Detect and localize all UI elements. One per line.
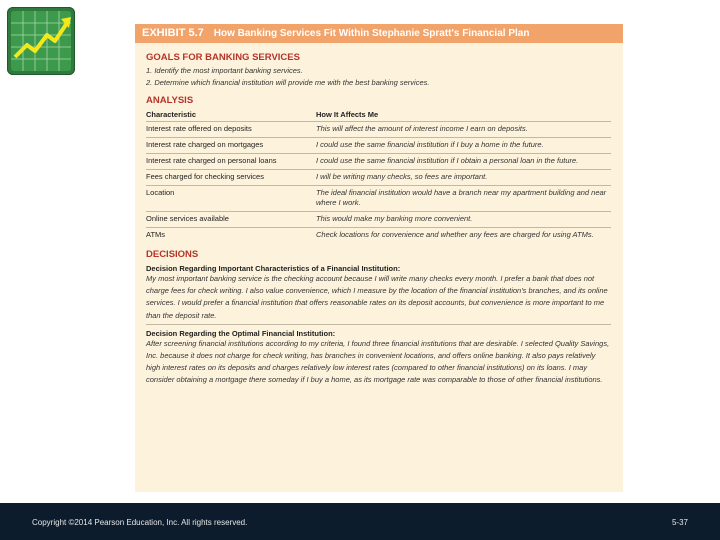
decision-text: After screening financial institutions according to my criteria, I found three financial institutions that are desirable. I selected Quality Savings, Inc. because it does not charge for check writing, has branches in convenient locations, and offers online banking. It also pays relatively high interest rates on its deposits and charges relatively low interest rates (compared to other financial institutions) on its loans. I may consider obtaining a mortgage there someday if I buy a home, as its mortgage rate was comparable to those of other financial institutions. xyxy=(146,338,610,385)
effect-cell: I will be writing many checks, so fees are important. xyxy=(316,170,611,186)
table-row xyxy=(146,186,611,212)
decision-subheading: Decision Regarding Important Characteristics of a Financial Institution: xyxy=(146,264,401,273)
characteristic-cell: Online services available xyxy=(146,212,316,228)
analysis-table xyxy=(146,108,611,243)
exhibit-header xyxy=(135,24,623,43)
effect-cell: I could use the same financial institution if I buy a home in the future. xyxy=(316,138,611,154)
characteristic-cell: Interest rate charged on personal loans xyxy=(146,154,316,170)
characteristic-cell: ATMs xyxy=(146,230,166,239)
exhibit-title: How Banking Services Fit Within Stephanie Spratt's Financial Plan xyxy=(213,28,530,39)
effect-cell: Check locations for convenience and whether any fees are charged for using ATMs. xyxy=(316,230,594,239)
exhibit-panel xyxy=(135,24,623,492)
table-row xyxy=(146,138,611,154)
table-row xyxy=(146,122,611,138)
table-row xyxy=(146,154,611,170)
goal-item: 1. Identify the most important banking services. xyxy=(146,66,303,75)
goals-heading: GOALS FOR BANKING SERVICES xyxy=(146,52,300,63)
characteristic-cell: Fees charged for checking services xyxy=(146,170,316,186)
copyright-text: Copyright ©2014 Pearson Education, Inc. All rights reserved. xyxy=(32,518,248,527)
effect-cell: The ideal financial institution would have a branch near my apartment building and near where I work. xyxy=(316,186,611,212)
table-row xyxy=(146,228,611,244)
exhibit-number: EXHIBIT 5.7 xyxy=(142,27,204,39)
table-row xyxy=(146,212,611,228)
footer-bar xyxy=(0,503,720,540)
column-header: Characteristic xyxy=(146,108,316,122)
exhibit-content xyxy=(135,43,623,389)
table-row xyxy=(146,170,611,186)
effect-cell: I could use the same financial institution if I obtain a personal loan in the future. xyxy=(316,154,611,170)
decision-text: My most important banking service is the checking account because I will write many checks every month. I prefer a bank that does not charge fees for check writing. I also value convenience, which I measure by the location of the financial institution's branches, and its online services. I would prefer a financial institution that offers reasonable rates on its deposit accounts, but convenience is more important to me than the deposit rate. xyxy=(146,273,611,325)
decisions-heading: DECISIONS xyxy=(146,249,199,260)
goal-item: 2. Determine which financial institution will provide me with the best banking services. xyxy=(146,78,430,87)
column-header: How It Affects Me xyxy=(316,108,611,122)
characteristic-cell: Interest rate charged on mortgages xyxy=(146,138,316,154)
characteristic-cell: Location xyxy=(146,186,316,212)
effect-cell: This will affect the amount of interest income I earn on deposits. xyxy=(316,122,611,138)
table-header-row xyxy=(146,108,611,122)
rising-chart-arrow-icon xyxy=(7,7,75,75)
characteristic-cell: Interest rate offered on deposits xyxy=(146,122,316,138)
effect-cell: This would make my banking more convenient. xyxy=(316,212,611,228)
decision-subheading: Decision Regarding the Optimal Financial Institution: xyxy=(146,328,336,338)
analysis-heading: ANALYSIS xyxy=(146,95,194,106)
page-number: 5-37 xyxy=(671,518,688,527)
